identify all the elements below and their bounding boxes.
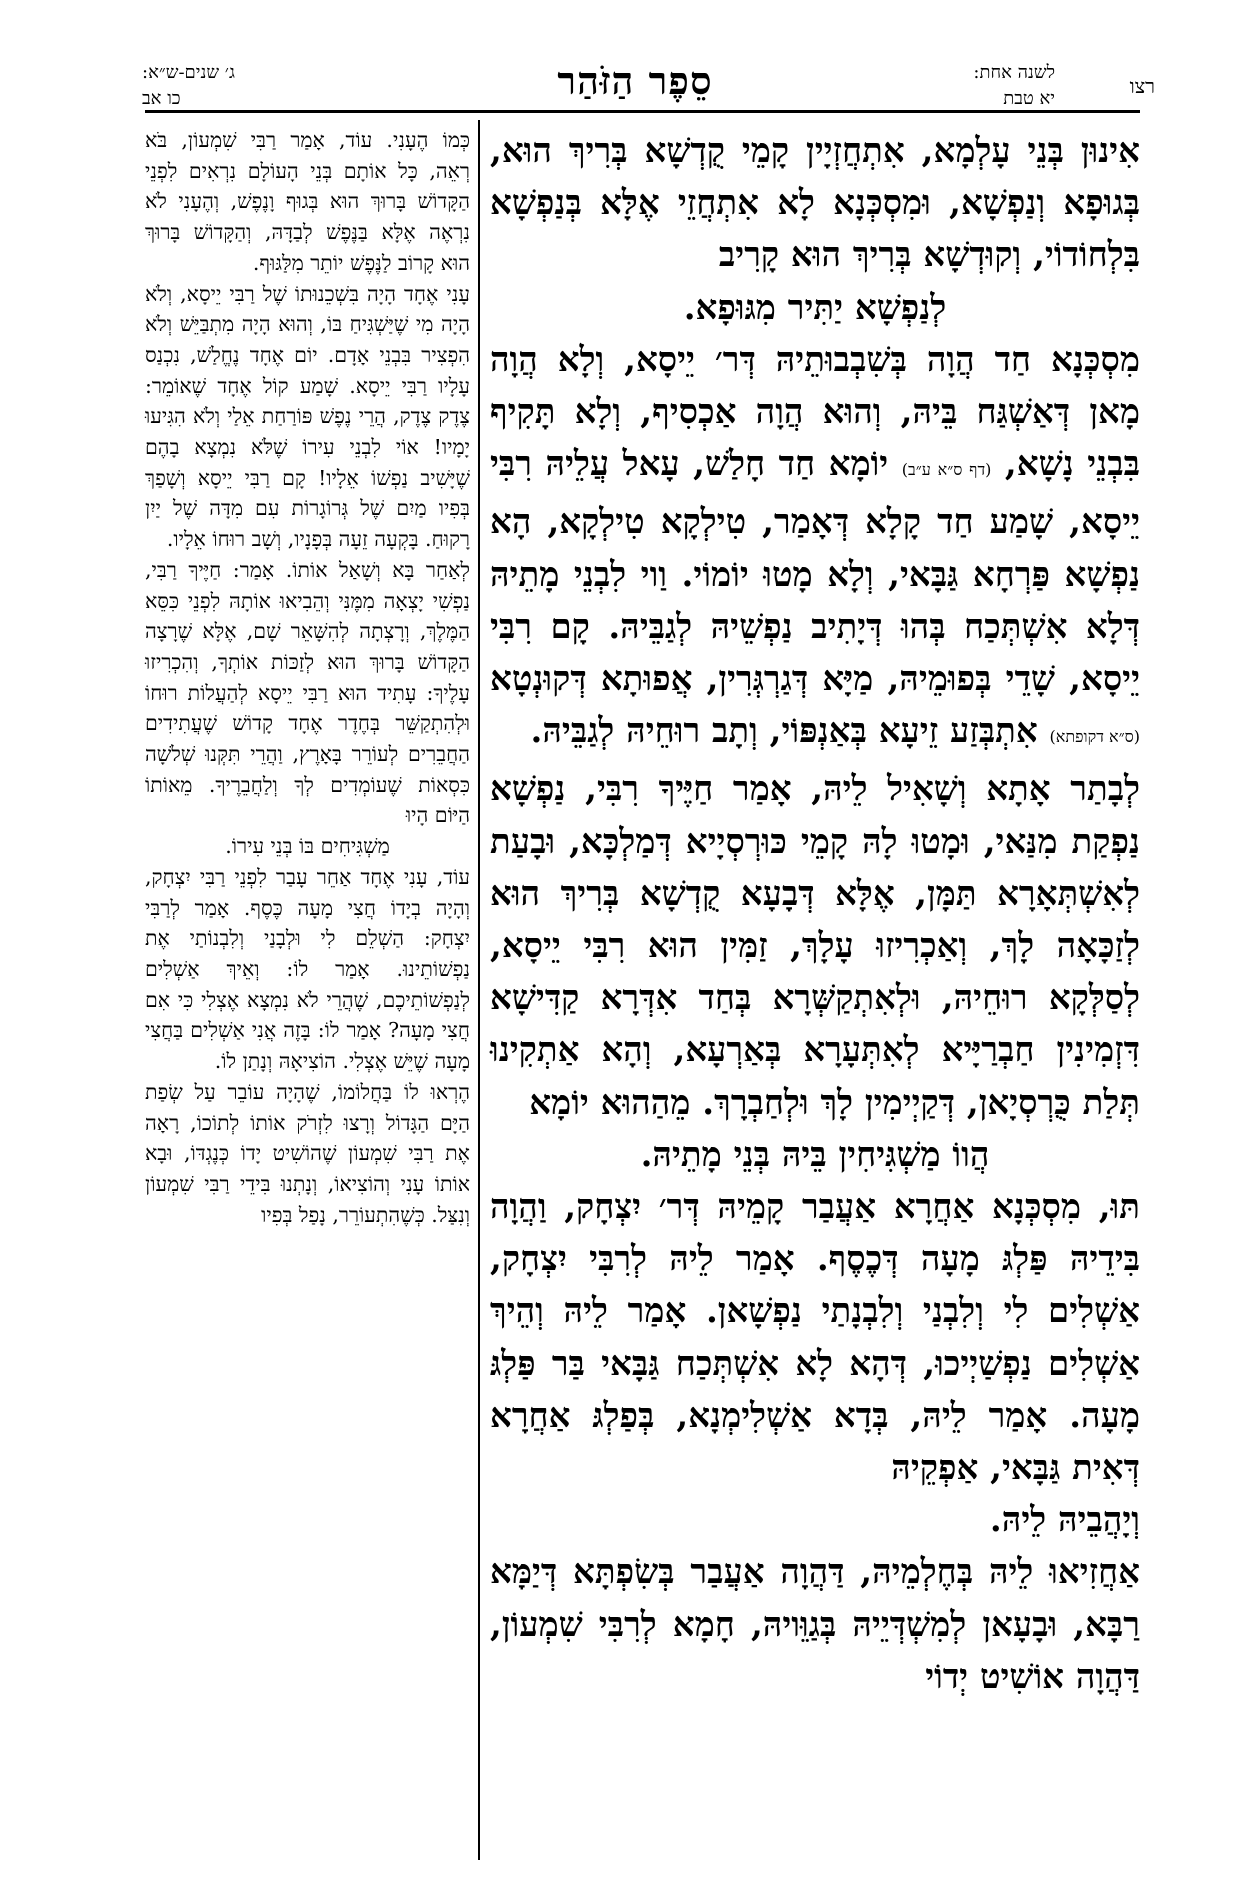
aramaic-text-column	[490, 125, 1140, 1703]
side-paragraph: לְאַחַר בָּא וְשָׁאַל אוֹתוֹ. אָמַר: חַיֶּיךָ רַבִּי, נַפְשִׁי יָצְאָה מִמֶּנִּי וְהֵבִיאוּ אוֹתָהּ לִפְנֵי כִּסֵּא הַמֶּלֶךְ, וְרָצְתָה לְהִשָּׁאֵר שָׁם, אֶלָּא שֶׁרָצָה הַקָּדוֹשׁ בָּרוּךְ הוּא לְזַכּוֹת אוֹתְךָ, וְהִכְרִיזוּ עָלֶיךָ: עָתִיד הוּא רַבִּי יֵיסָא לְהַעֲלוֹת רוּחוֹ וּלְהִתְקַשֵּׁר בְּחֶדֶר אֶחָד קָדוֹשׁ שֶׁעֲתִידִים הַחֲבֵרִים לְעוֹרֵר בָּאָרֶץ, וַהֲרֵי תִּקְּנוּ שְׁלֹשָׁה כִּסְאוֹת שֶׁעוֹמְדִים לְךָ וְלַחֲבֵרֶיךָ. מֵאוֹתוֹ הַיּוֹם הָיוּ	[145, 557, 470, 828]
side-paragraph: מַשְׁגִּיחִים בּוֹ בְּנֵי עִירוֹ.	[225, 834, 390, 859]
schedule-three-years: ג׳ שנים-ש״א:	[142, 62, 235, 83]
main-paragraph: אִינוּן בְּנֵי עָלְמָא, אִתְחֲזְיָין קָמֵי קֻדְשָׁא בְּרִיךְ הוּא, בְּגוּפָא וְנַפְשָׁא, וּמִסְכְּנָא לָא אִתְחֲזֵי אֶלָּא בְּנַפְשָׁא בִּלְחוֹדוֹי, וְקוּדְשָׁא בְּרִיךְ הוּא קָרִיב	[490, 131, 1140, 276]
schedule-one-year: לשנה אחת:	[973, 62, 1055, 83]
main-paragraph: לְנַפְשָׁא יַתִּיר מִגּוּפָא.	[683, 287, 947, 328]
variant-note: (ס״א דקופתא)	[1049, 727, 1140, 747]
side-paragraph: כְּמוֹ הֶעָנִי. עוֹד, אָמַר רַבִּי שִׁמְעוֹן, בֹּא רְאֵה, כָּל אוֹתָם בְּנֵי הָעוֹלָם נִרְאִים לִפְנֵי הַקָּדוֹשׁ בָּרוּךְ הוּא בְּגוּף וָנֶפֶשׁ, וְהֶעָנִי לֹא נִרְאֶה אֶלָּא בַּנֶּפֶשׁ לְבַדָּהּ, וְהַקָּדוֹשׁ בָּרוּךְ הוּא קָרוֹב לַנֶּפֶשׁ יוֹתֵר מִלַּגּוּף.	[145, 128, 470, 275]
main-text: יוֹמָא חַד חָלַשׁ, עָאל עֲלֵיהּ רִבִּי יֵיסָא, שָׁמַע חַד קָלָא דְּאָמַר, טִילְקָא טִילְקָא, הָא נַפְשָׁא פַּרְחָא גַּבָּאי, וְלָא מָטוּ יוֹמוֹי. וַוי לִבְנֵי מָתֵיהּ דְּלָא אִשְׁתְּכַח בְּהוּ דְּיָתִיב נַפְשֵׁיהּ לְגַבֵּיהּ. קָם רִבִּי יֵיסָא, שָׁדֵי בְּפוּמֵיהּ, מַיָּא דְּגַרְגְּרִין, אֲפוּתָא דְּקוּנְטָא	[490, 444, 1140, 700]
side-paragraph: עָנִי אֶחָד הָיָה בִּשְׁכֵנוּתוֹ שֶׁל רַבִּי יֵיסָא, וְלֹא הָיָה מִי שֶׁיַּשְׁגִּיחַ בּוֹ, וְהוּא הָיָה מִתְבַּיֵּשׁ וְלֹא הִפְצִיר בִּבְנֵי אָדָם. יוֹם אֶחָד נֶחֱלַשׁ, נִכְנַס עָלָיו רַבִּי יֵיסָא. שָׁמַע קוֹל אֶחָד שֶׁאוֹמֵר: צֶדֶק צֶדֶק, הֲרֵי נֶפֶשׁ פּוֹרַחַת אֵלַי וְלֹא הִגִּיעוּ יָמָיו! אוֹי לִבְנֵי עִירוֹ שֶׁלֹּא נִמְצָא בָהֶם שֶׁיָּשִׁיב נַפְשׁוֹ אֵלָיו! קָם רַבִּי יֵיסָא וְשָׁפַךְ בְּפִיו מַיִם שֶׁל גְּרוֹגָרוֹת עִם מִדָּה שֶׁל יַיִן רָקוּחַ. בָּקְעָה זֵעָה בְּפָנָיו, וְשָׁב רוּחוֹ אֵלָיו.	[145, 281, 470, 552]
header-rule	[145, 110, 1140, 113]
main-paragraph: תּוּ, מִסְכְּנָא אַחֲרָא אַעֲבַר קָמֵיהּ דְּר׳ יִצְחָק, וַהֲוָה בִּידֵיהּ פַּלְגּ מָעָה דְּכֶסֶף. אָמַר לֵיהּ לְרִבִּי יִצְחָק, אַשְׁלִים לִי וְלִבְנַי וְלִבְנָתַי נַפְשָׁאן. אָמַר לֵיהּ וְהֵיךְ אַשְׁלִים נַפְשַׁיְיכוּ, דְּהָא לָא אִשְׁתְּכַח גַּבָּאי בַּר פַּלְגּ מָעָה. אָמַר לֵיהּ, בְּדָא אַשְׁלִימְנָא, בְּפַלְגּ אַחֲרָא דְּאִית גַּבָּאי, אַפְקֵיהּ	[490, 1187, 1140, 1489]
column-divider	[478, 120, 480, 1860]
side-paragraph: הֶרְאוּ לוֹ בַּחֲלוֹמוֹ, שֶׁהָיָה עוֹבֵר עַל שְׂפַת הַיָּם הַגָּדוֹל וְרָצוּ לִזְרֹק אוֹתוֹ לְתוֹכוֹ, רָאָה אֶת רַבִּי שִׁמְעוֹן שֶׁהוֹשִׁיט יָדוֹ כְּנֶגְדּוֹ, וּבָא אוֹתוֹ עָנִי וְהוֹצִיאוֹ, וְנָתְנוּ בִּידֵי רַבִּי שִׁמְעוֹן וְנִצַּל. כְּשֶׁהִתְעוֹרֵר, נָפַל בְּפִיו	[145, 1079, 470, 1227]
schedule-one-year-date: יא טבת	[1003, 88, 1055, 109]
hebrew-translation-column	[145, 125, 470, 1230]
main-paragraph: אַחֲזִיאוּ לֵיהּ בְּחֶלְמֵיהּ, דַּהֲוָה אַעֲבַר בְּשִׂפְתָּא דְּיַמָּא רַבָּא, וּבָעָאן לְמִשְׁדְּיֵיהּ בְּגַוֵּויהּ, חָמָא לְרִבִּי שִׁמְעוֹן, דַּהֲוָה אוֹשִׁיט יְדוֹי	[490, 1552, 1140, 1697]
main-paragraph: וְיָהֲבֵיהּ לֵיהּ.	[989, 1500, 1140, 1541]
page-number: רצו	[1129, 74, 1155, 98]
schedule-three-years-date: כו אב	[142, 88, 181, 109]
folio-reference: (דף ס״א ע״ב)	[901, 460, 992, 480]
book-title: סֵפֶר הַזֹּהַר	[557, 58, 713, 103]
main-text: מִסְכְּנָא חַד הֲוָה בְּשִׁבְבוּתֵיהּ דְּר׳ יֵיסָא, וְלָא הֲוָה מָאן דְּאַשְׁגַּח בֵּיהּ, וְהוּא הֲוָה אַכְסִיף, וְלָא תָּקִיף בִּבְנֵי נָשָׁא,	[490, 339, 1140, 485]
main-paragraph: לְבָתַר אָתָא וְשָׁאִיל לֵיהּ, אָמַר חַיֶּיךָ רִבִּי, נַפְשָׁא נַפְקַת מִנַּאי, וּמָטוּ לָהּ קָמֵי כּוּרְסְיָיא דְּמַלְכָּא, וּבָעַת לְאִשְׁתְּאָרָא תַּמָּן, אֶלָּא דְּבָעָא קֻדְשָׁא בְּרִיךְ הוּא לְזַכָּאָה לָךְ, וְאַכְרִיזוּ עָלָךְ, זַמִּין הוּא רִבִּי יֵיסָא, לְסַלְּקָא רוּחֵיהּ, וּלְאִתְקַשְּׁרָא בְּחַד אִדְּרָא קַדִּישָׁא דִּזְמִינִין חַבְרַיָּיא לְאִתְּעָרָא בְּאַרְעָא, וְהָא אַתְקִינוּ תְּלַת כֻּרְסְיָאן, דְּקַיְימִין לָךְ וּלְחַבְרָךְ. מֵהַהוּא יוֹמָא	[490, 769, 1140, 1123]
side-paragraph: עוֹד, עָנִי אֶחָד אַחֵר עָבַר לִפְנֵי רַבִּי יִצְחָק, וְהָיָה בְיָדוֹ חֲצִי מָעָה כֶּסֶף. אָמַר לְרַבִּי יִצְחָק: הַשְׁלֵם לִי וּלְבָנַי וְלִבְנוֹתַי אֶת נַפְשׁוֹתֵינוּ. אָמַר לוֹ: וְאֵיךְ אַשְׁלִים לְנַפְשׁוֹתֵיכֶם, שֶׁהֲרֵי לֹא נִמְצָא אֶצְלִי כִּי אִם חֲצִי מָעָה? אָמַר לוֹ: בָּזֶה אֲנִי אַשְׁלִים בַּחֲצִי מָעָה שֶׁיֵּשׁ אֶצְלִי. הוֹצִיאָהּ וְנָתַן לוֹ.	[145, 864, 470, 1074]
main-paragraph: הֲווֹ מַשְׁגִּיחִין בֵּיהּ בְּנֵי מָתֵיהּ.	[640, 1134, 990, 1175]
main-paragraph	[490, 334, 1140, 764]
main-text: אִתְבְּזַע זֵיעָא בְּאַנְפּוֹי, וְתָב רוּחֵיהּ לְגַבֵּיהּ.	[530, 711, 1038, 752]
